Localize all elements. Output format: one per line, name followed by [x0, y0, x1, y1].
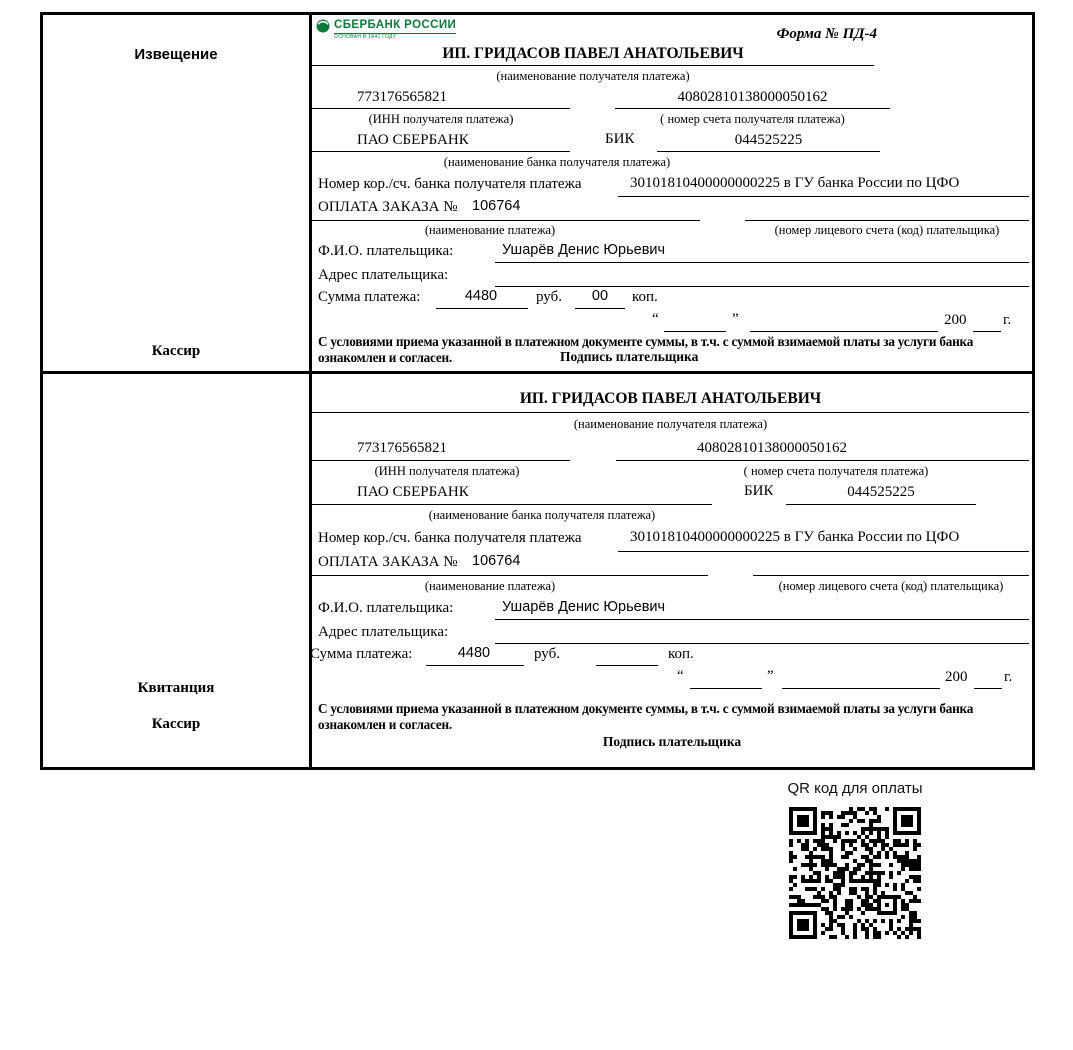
payment-caption: (наименование платежа) [424, 223, 556, 237]
bik-value: 044525225 [734, 132, 803, 148]
qr-code [789, 807, 921, 939]
payment-form-pd4 [40, 12, 1035, 770]
agreement-line2: ознакомлен и согласен. [318, 717, 452, 732]
underline [618, 551, 1029, 552]
underline [312, 108, 570, 109]
underline [750, 331, 938, 332]
corr-account-label: Номер кор./сч. банка получателя платежа [318, 530, 582, 546]
amount-kop-value: 00 [591, 288, 609, 304]
notice-right-cell [312, 15, 1032, 371]
underline [664, 331, 726, 332]
receipt-label: Квитанция [137, 680, 215, 696]
account-caption: ( номер счета получателя платежа) [660, 112, 845, 126]
underline [436, 308, 528, 309]
underline [786, 504, 976, 505]
bank-caption: (наименование банка получателя платежа) [428, 508, 656, 522]
payment-caption: (наименование платежа) [424, 579, 556, 593]
date-open-quote: “ [677, 668, 684, 684]
underline [495, 619, 1029, 620]
underline [616, 460, 1029, 461]
underline [312, 220, 700, 221]
underline [575, 308, 625, 309]
recipient-name: ИП. ГРИДАСОВ ПАВЕЛ АНАТОЛЬЕВИЧ [442, 45, 744, 62]
date-close-quote: ” [767, 668, 774, 684]
payer-signature-label: Подпись плательщика [602, 734, 742, 749]
rub-label: руб. [536, 289, 562, 305]
underline [312, 504, 712, 505]
underline [657, 151, 880, 152]
rub-label: руб. [534, 646, 560, 662]
amount-rub-value: 4480 [464, 288, 498, 304]
recipient-caption: (наименование получателя платежа) [496, 69, 690, 83]
order-number: 106764 [472, 198, 521, 214]
bank-caption: (наименование банка получателя платежа) [443, 155, 671, 169]
amount-label: Сумма платежа: [318, 289, 421, 305]
sberbank-logo [316, 19, 456, 40]
kop-label: коп. [668, 646, 694, 662]
personal-account-caption: (номер лицевого счета (код) плательщика) [778, 579, 1004, 593]
agreement-line1: С условиями приема указанной в платежном документе суммы, в т.ч. с суммой взимаемой платы за услуги банка [318, 334, 974, 349]
bik-value: 044525225 [847, 484, 915, 500]
notice-section [43, 15, 1032, 371]
underline [426, 665, 524, 666]
notice-left-cell [43, 15, 312, 371]
payment-name-label: ОПЛАТА ЗАКАЗА № [318, 554, 458, 570]
notice-label: Извещение [134, 46, 218, 63]
corr-account-value: 30101810400000000225 в ГУ банка России по ЦФО [630, 529, 960, 545]
amount-rub-value: 4480 [457, 645, 491, 661]
corr-account-label: Номер кор./сч. банка получателя платежа [318, 176, 582, 192]
account-value: 40802810138000050162 [697, 440, 847, 456]
receipt-right-cell [312, 374, 1032, 767]
cashier-label: Кассир [151, 343, 201, 359]
underline [690, 688, 762, 689]
payment-name-label: ОПЛАТА ЗАКАЗА № [318, 199, 458, 215]
receipt-section [43, 371, 1032, 767]
underline [745, 220, 1029, 221]
receipt-left-cell [43, 374, 312, 767]
underline [312, 575, 708, 576]
payer-name-label: Ф.И.О. плательщика: [318, 243, 454, 259]
underline [312, 412, 1029, 413]
underline [782, 688, 940, 689]
corr-account-value: 30101810400000000225 в ГУ банка России по ЦФО [630, 175, 960, 191]
sberbank-logo-tagline: ОСНОВАН В 1841 ГОДУ [334, 33, 397, 40]
payer-address-label: Адрес плательщика: [318, 267, 449, 283]
payer-address-label: Адрес плательщика: [318, 624, 449, 640]
cashier-label: Кассир [151, 716, 201, 732]
payer-name-value: Ушарёв Денис Юрьевич [502, 242, 666, 258]
agreement-line1: С условиями приема указанной в платежном документе суммы, в т.ч. с суммой взимаемой платы за услуги банка [318, 701, 974, 716]
date-close-quote: ” [732, 311, 739, 327]
recipient-name: ИП. ГРИДАСОВ ПАВЕЛ АНАТОЛЬЕВИЧ [519, 390, 822, 407]
underline [615, 108, 890, 109]
bank-name: ПАО СБЕРБАНК [357, 484, 469, 500]
bik-label: БИК [605, 131, 635, 147]
payer-name-value: Ушарёв Денис Юрьевич [502, 599, 666, 615]
date-open-quote: “ [652, 311, 659, 327]
underline [618, 196, 1029, 197]
underline [495, 643, 1029, 644]
order-number: 106764 [472, 553, 521, 569]
underline [495, 286, 1029, 287]
inn-caption: (ИНН получателя платежа) [374, 464, 520, 478]
year-prefix: 200 [944, 312, 967, 328]
underline [974, 688, 1002, 689]
underline [973, 331, 1001, 332]
underline [495, 262, 1029, 263]
bik-label: БИК [744, 483, 774, 499]
underline [753, 575, 1029, 576]
sberbank-emblem-icon [316, 19, 330, 38]
underline [312, 65, 874, 66]
form-number-label: Форма № ПД-4 [776, 26, 877, 42]
amount-label: Сумма платежа: [310, 646, 413, 662]
qr-payment-block [770, 781, 940, 943]
underline [312, 460, 570, 461]
underline [596, 665, 658, 666]
payer-name-label: Ф.И.О. плательщика: [318, 600, 454, 616]
recipient-caption: (наименование получателя платежа) [573, 417, 768, 431]
kop-label: коп. [632, 289, 658, 305]
personal-account-caption: (номер лицевого счета (код) плательщика) [774, 223, 1000, 237]
qr-title: QR код для оплаты [787, 780, 923, 797]
year-prefix: 200 [945, 669, 968, 685]
sberbank-logo-name: СБЕРБАНК РОССИИ [334, 19, 456, 34]
account-caption: ( номер счета получателя платежа) [743, 464, 929, 478]
agreement-line2: ознакомлен и согласен. [318, 350, 452, 365]
inn-value: 773176565821 [357, 440, 447, 456]
underline [312, 151, 570, 152]
payer-signature-label: Подпись плательщика [560, 349, 699, 364]
inn-caption: (ИНН получателя платежа) [368, 112, 514, 126]
bank-name: ПАО СБЕРБАНК [357, 132, 469, 148]
year-suffix: г. [1003, 312, 1012, 328]
account-value: 40802810138000050162 [677, 89, 828, 105]
inn-value: 773176565821 [357, 89, 447, 105]
year-suffix: г. [1004, 669, 1013, 685]
